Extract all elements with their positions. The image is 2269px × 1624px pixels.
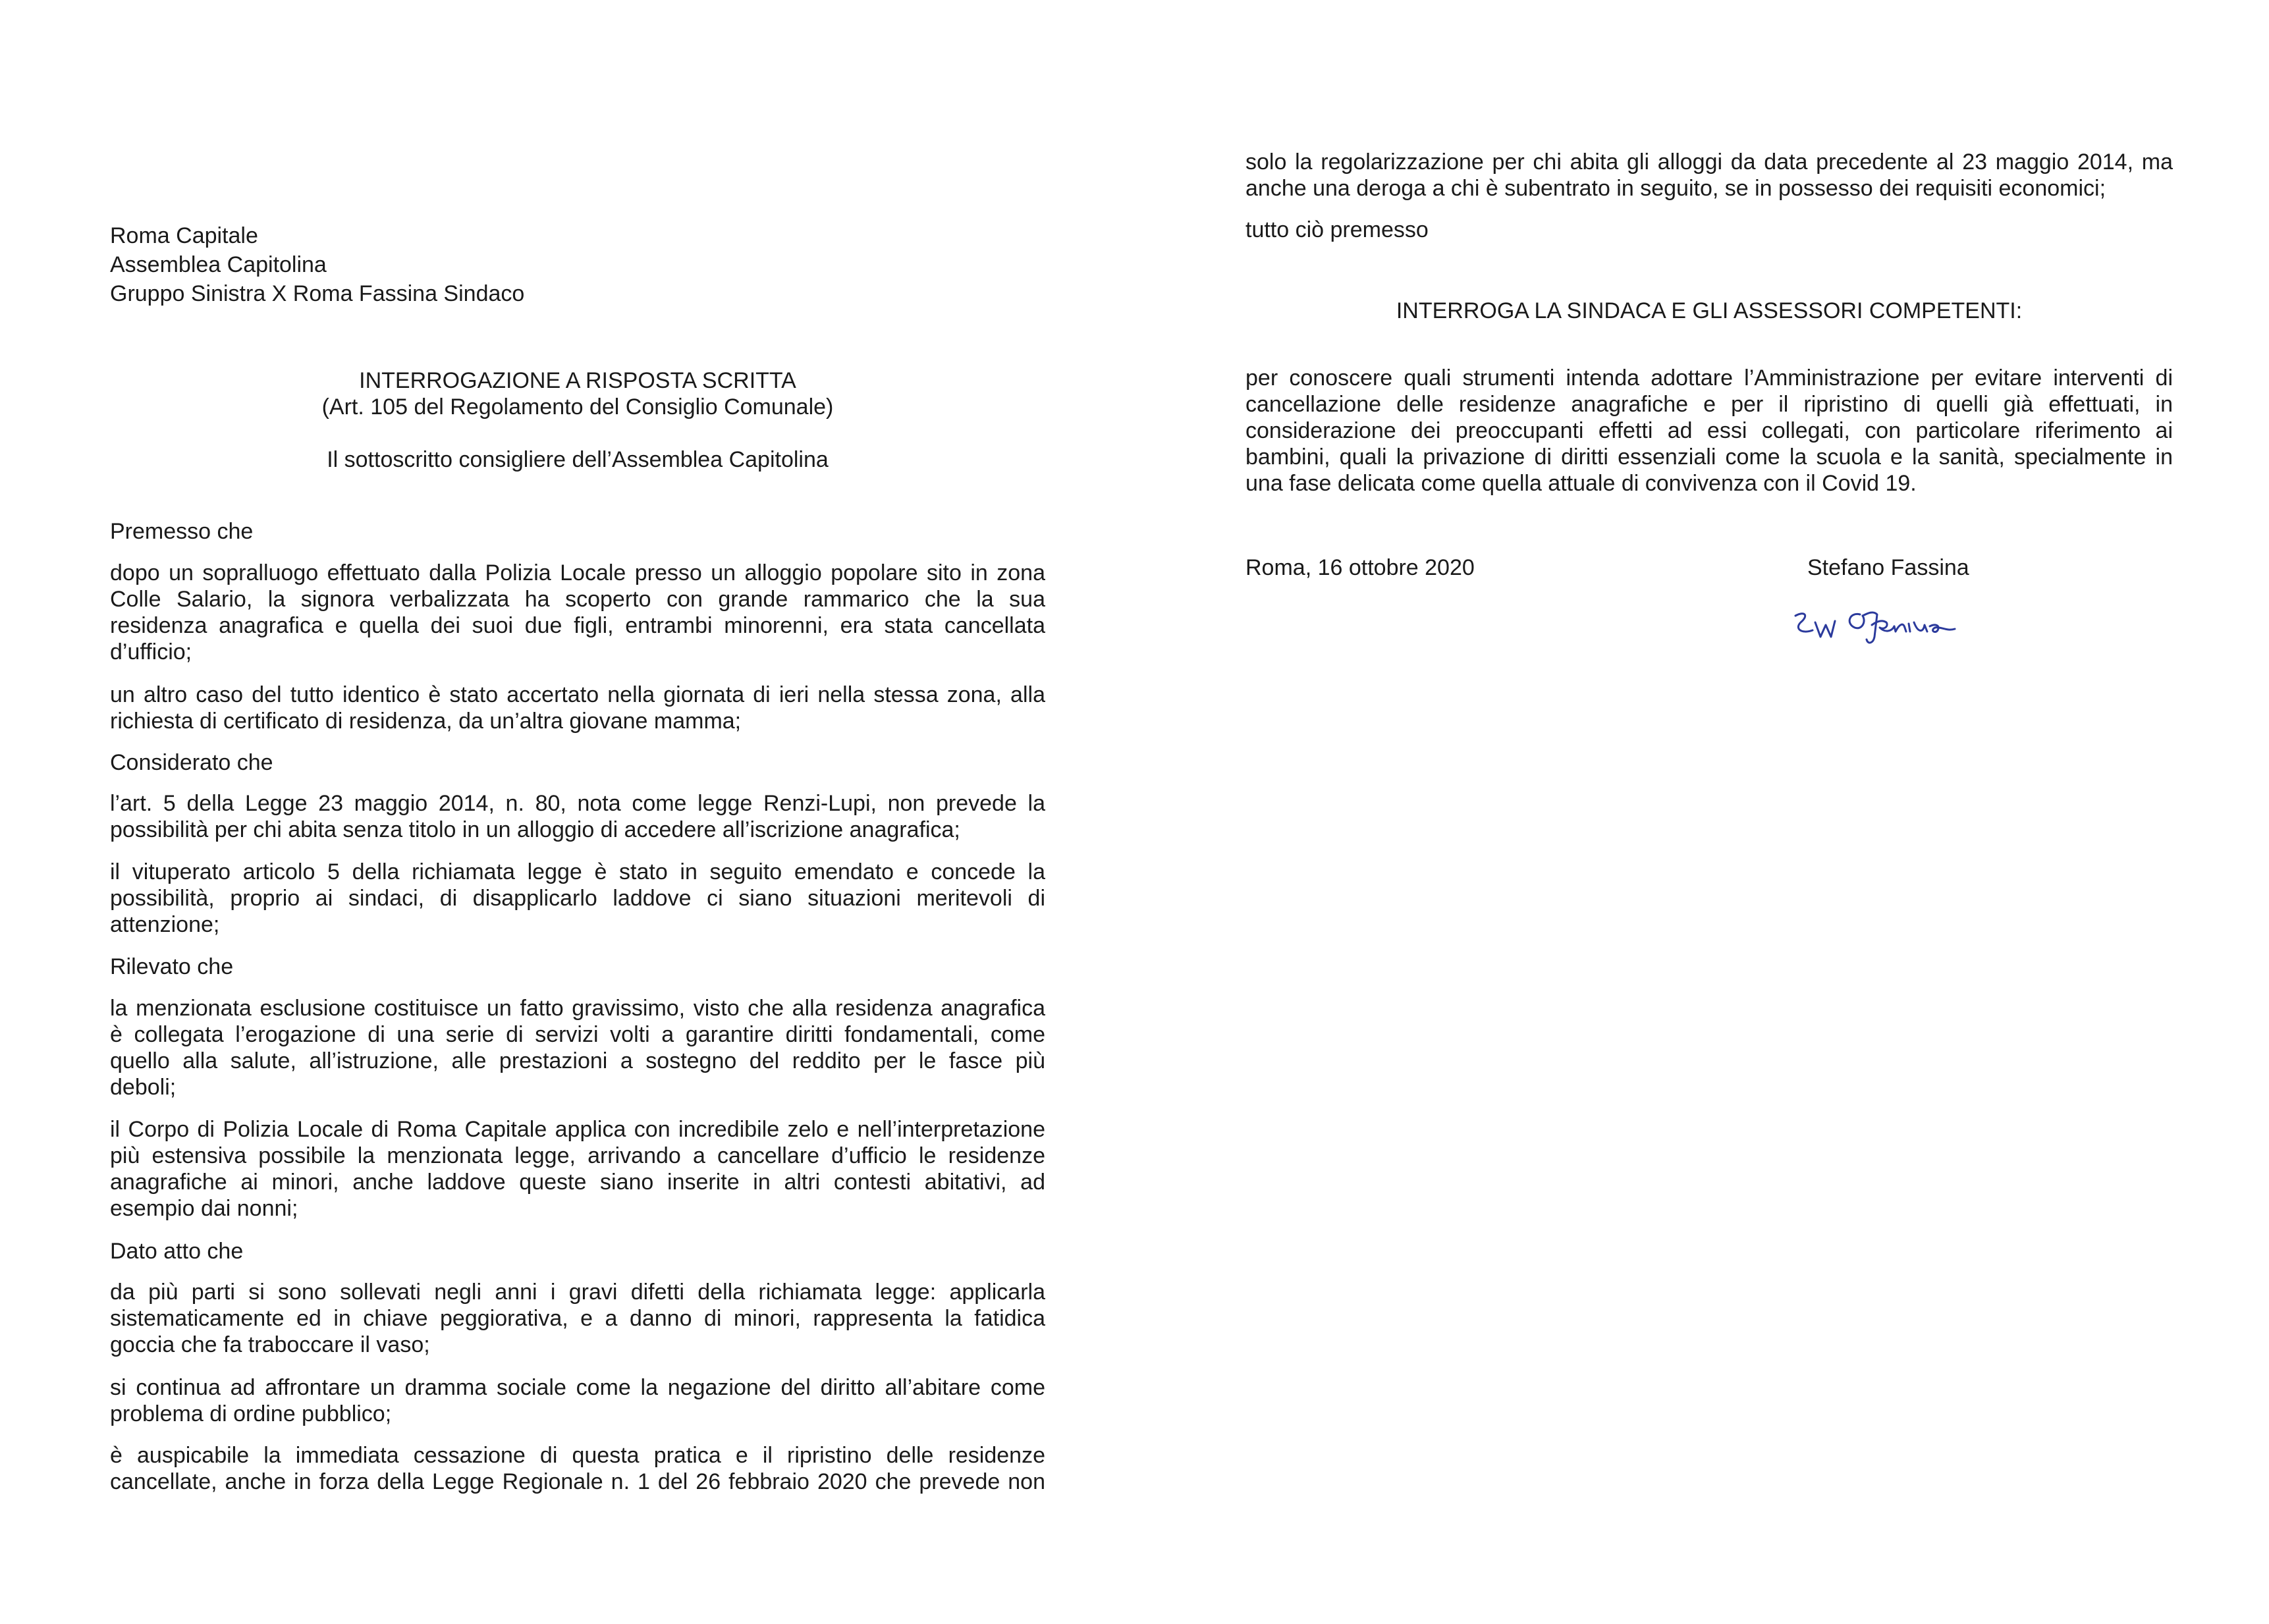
text-line: dopo un sopralluogo effettuato dalla Polizia Locale presso un alloggio popolare sito in zona [110,560,1045,585]
tutto-premesso: tutto ciò premesso [1245,217,1429,242]
paragraph [110,1279,1045,1358]
title-main: INTERROGAZIONE A RISPOSTA SCRITTA [359,368,796,393]
text-line: considerazione dei preoccupanti effetti ad essi collegati, con particolare riferimento ai [1245,418,2173,443]
text-line: possibilità per chi abita senza titolo in un alloggio di accedere all’iscrizione anagrafica; [110,817,960,842]
text-line: goccia che fa traboccare il vaso; [110,1332,430,1357]
paragraph [110,1374,1045,1427]
paragraph [110,1116,1045,1222]
section-heading: Considerato che [110,750,273,775]
letterhead-line: Gruppo Sinistra X Roma Fassina Sindaco [110,281,525,306]
text-line: anche una deroga a chi è subentrato in seguito, se in possesso dei requisiti economici; [1245,176,2106,201]
signer-name: Stefano Fassina [1807,555,1969,580]
text-line: è collegata l’erogazione di una serie di servizi volti a garantire diritti fondamentali, come [110,1022,1045,1047]
text-line: si continua ad affrontare un dramma sociale come la negazione del diritto all’abitare come [110,1375,1045,1400]
text-line: d’ufficio; [110,639,192,664]
text-line: una fase delicata come quella attuale di convivenza con il Covid 19. [1245,471,1917,496]
text-line: il Corpo di Polizia Locale di Roma Capitale applica con incredibile zelo e nell’interpretazione [110,1117,1045,1142]
text-line: più estensiva possibile la menzionata legge, arrivando a cancellare d’ufficio le residenze [110,1143,1045,1168]
paragraph [110,790,1045,843]
letterhead-line: Roma Capitale [110,223,258,248]
place-date: Roma, 16 ottobre 2020 [1245,555,1475,580]
paragraph [110,859,1045,938]
text-line: anagrafiche ai minori, anche laddove queste siano inserite in altri contesti abitativi, ad [110,1170,1045,1195]
text-line: richiesta di certificato di residenza, da un’altra giovane mamma; [110,709,742,734]
text-line: solo la regolarizzazione per chi abita gli alloggi da data precedente al 23 maggio 2014, ma [1245,149,2173,175]
text-line: un altro caso del tutto identico è stato accertato nella giornata di ieri nella stessa zona, alla [110,682,1045,707]
text-line: da più parti si sono sollevati negli anni i gravi difetti della richiamata legge: applicarla [110,1280,1045,1305]
letterhead [110,223,1045,307]
text-line: Colle Salario, la signora verbalizzata ha scoperto con grande rammarico che la sua [110,587,1045,612]
section-heading: Dato atto che [110,1239,244,1264]
text-line: il vituperato articolo 5 della richiamata legge è stato in seguito emendato e concede la [110,859,1045,884]
paragraph [110,682,1045,734]
signer-intro: Il sottoscritto consigliere dell’Assemblea Capitolina [327,447,829,472]
text-line: problema di ordine pubblico; [110,1401,392,1426]
text-line: attenzione; [110,912,220,937]
paragraph [1245,149,2173,202]
text-line: la menzionata esclusione costituisce un fatto gravissimo, visto che alla residenza anagrafica [110,996,1045,1021]
section-heading: Premesso che [110,519,254,544]
text-line: per conoscere quali strumenti intenda adottare l’Amministrazione per evitare interventi di [1245,365,2173,391]
text-line: possibilità, proprio ai sindaci, di disapplicarlo laddove ci siano situazioni meritevoli di [110,886,1045,911]
title-sub: (Art. 105 del Regolamento del Consiglio Comunale) [321,394,834,420]
text-line: cancellazione delle residenze anagrafiche e per il ripristino di quelli già effettuati, in [1245,392,2173,417]
letterhead-line: Assemblea Capitolina [110,252,327,277]
paragraph [110,995,1045,1100]
text-line: esempio dai nonni; [110,1196,298,1221]
text-line: cancellate, anche in forza della Legge Regionale n. 1 del 26 febbraio 2020 che prevede non [110,1469,1045,1494]
text-line: è auspicabile la immediata cessazione di questa pratica e il ripristino delle residenze [110,1443,1045,1468]
text-line: l’art. 5 della Legge 23 maggio 2014, n. 80, nota come legge Renzi-Lupi, non prevede la [110,791,1045,816]
text-line: sistematicamente ed in chiave peggiorativa, e a danno di minori, rappresenta la fatidica [110,1306,1045,1331]
section-heading: Rilevato che [110,954,234,979]
paragraph [110,560,1045,665]
text-line: residenza anagrafica e quella dei suoi due figli, entrambi minorenni, era stata cancellata [110,613,1045,638]
document-title [110,367,1045,473]
text-line: deboli; [110,1075,177,1100]
paragraph [110,1442,1045,1495]
handwritten-signature [1789,596,1967,655]
interroga-heading: INTERROGA LA SINDACA E GLI ASSESSORI COMPETENTI: [1396,298,2023,323]
text-line: quello alla salute, all’istruzione, alle prestazioni a sostegno del reddito per le fasce più [110,1048,1045,1073]
paragraph [1245,365,2173,497]
text-line: bambini, quali la privazione di diritti essenziali come la scuola e la sanità, specialmente in [1245,445,2173,470]
